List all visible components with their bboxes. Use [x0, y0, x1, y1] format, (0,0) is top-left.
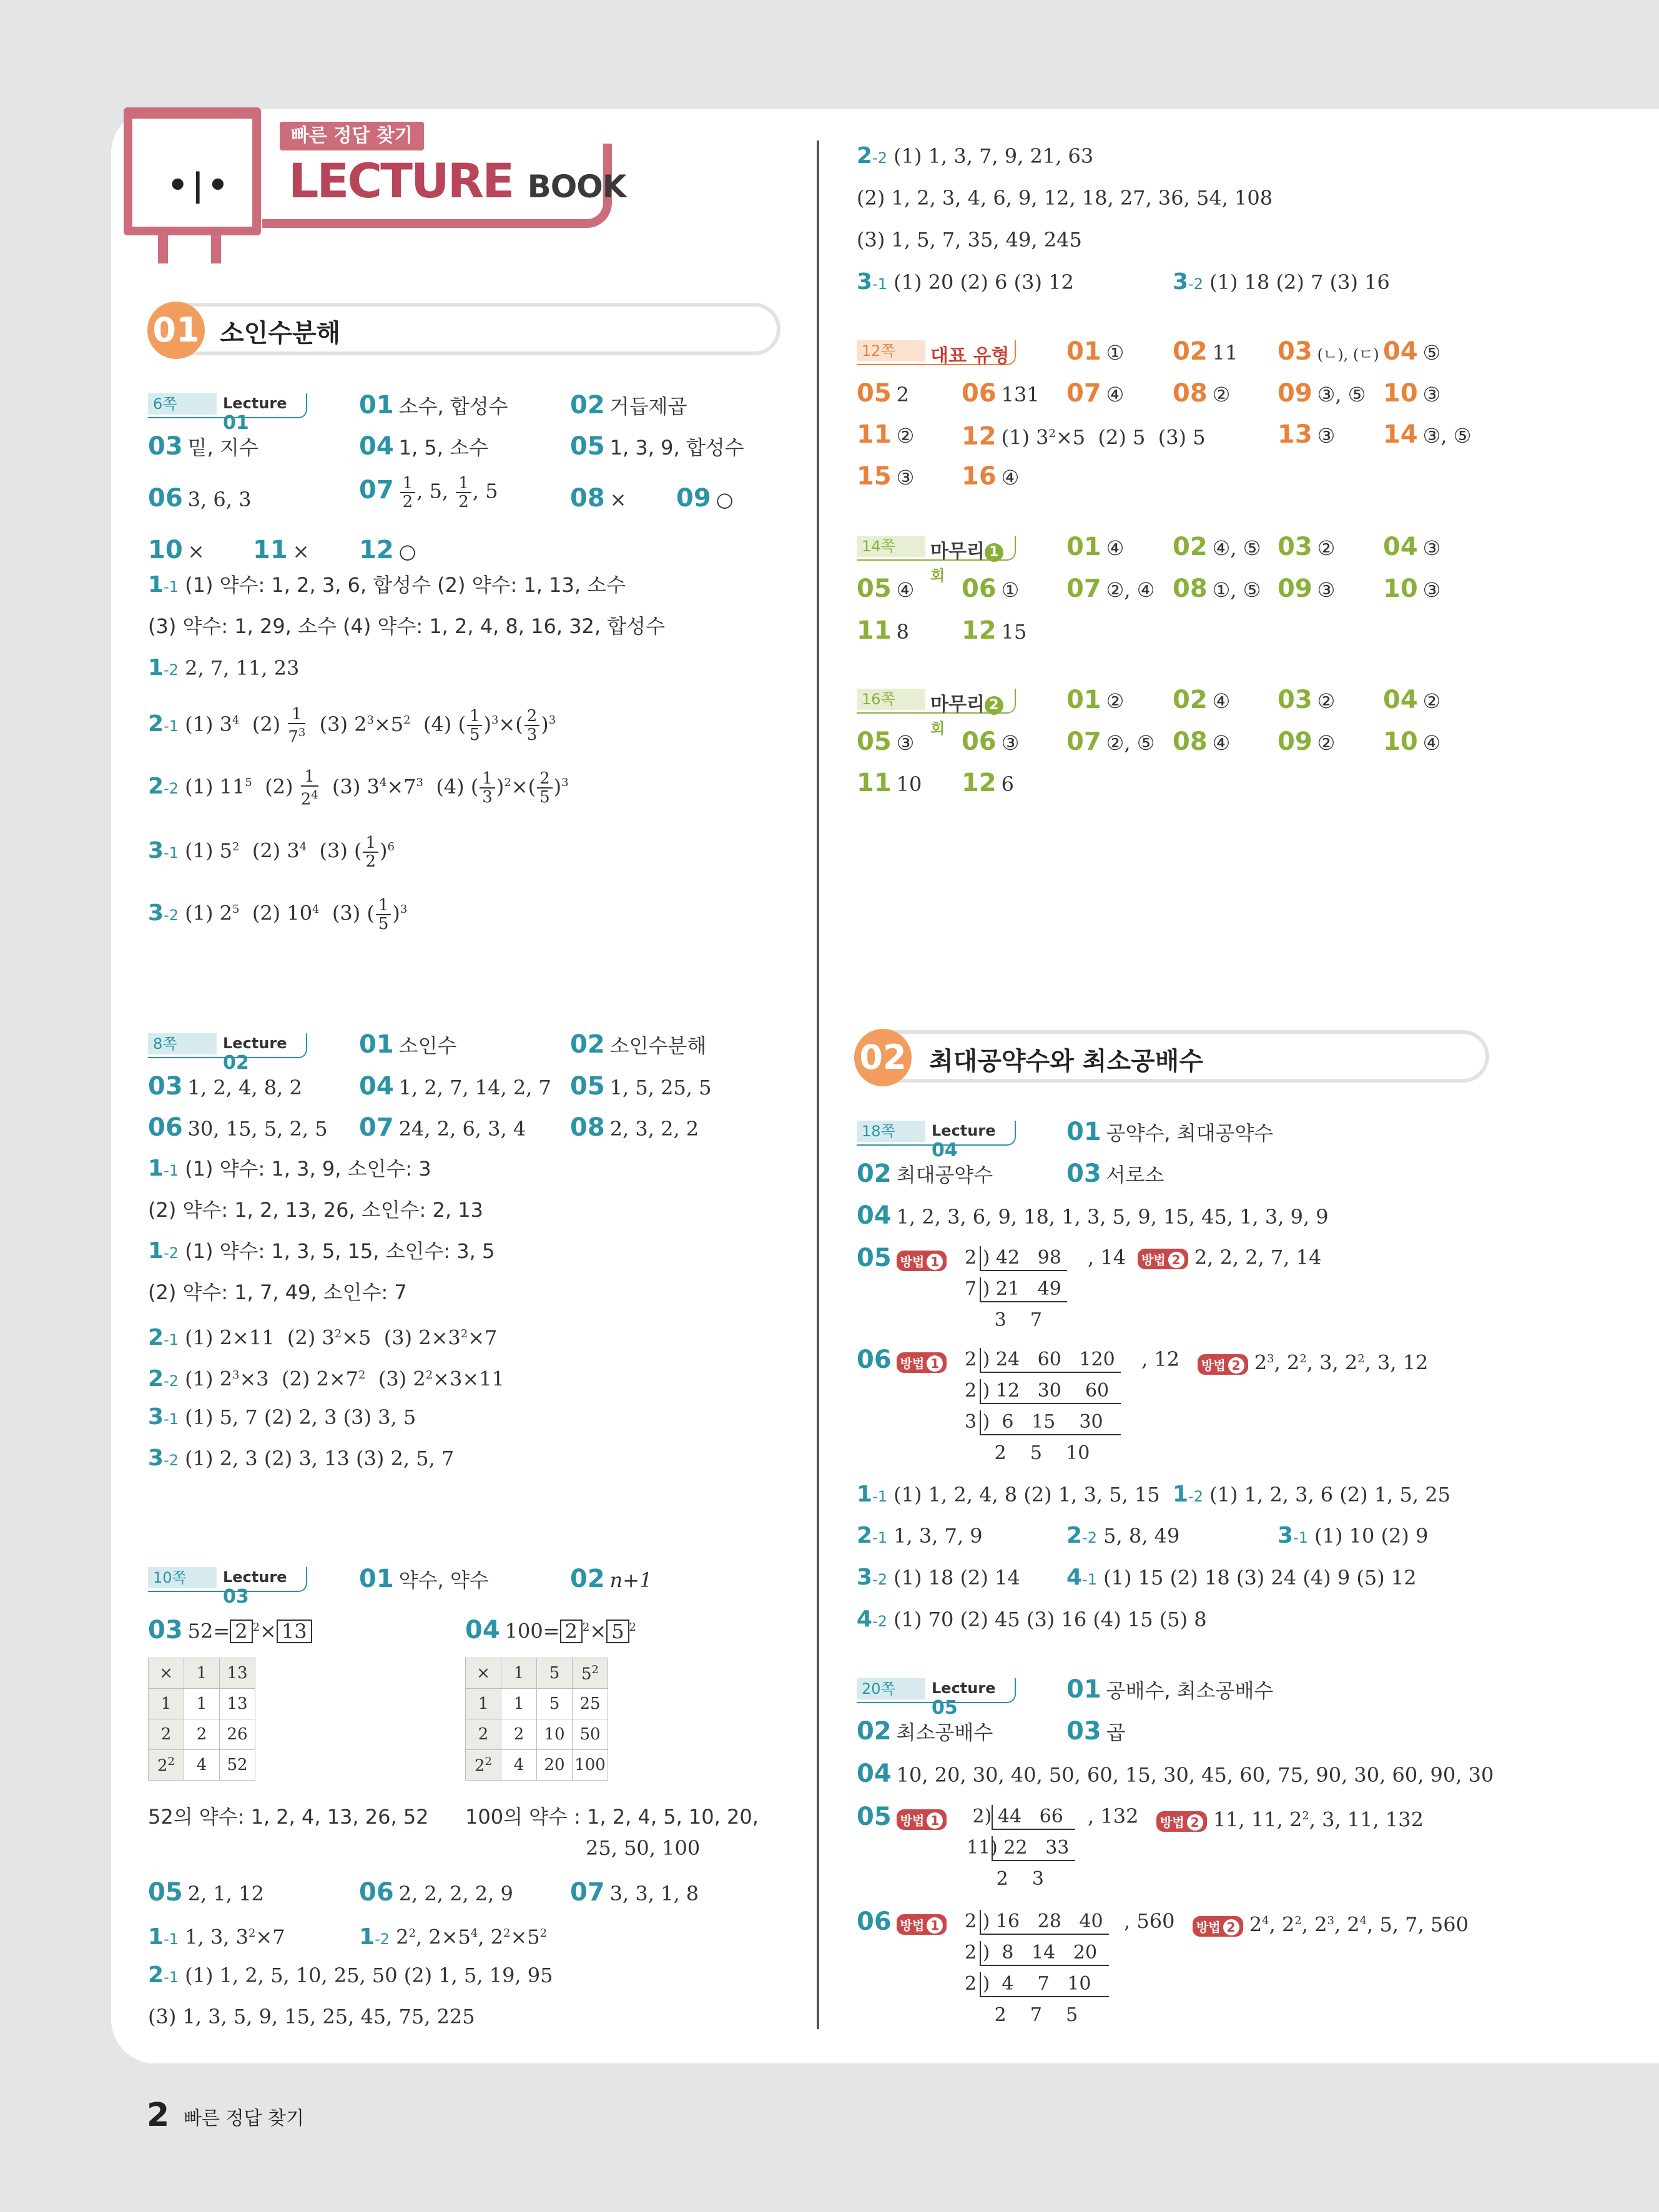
answer-row: 1-2 (1) 약수: 1, 3, 5, 15, 소인수: 3, 5: [148, 1238, 495, 1264]
question-number: 05: [148, 1878, 183, 1907]
fraction: $\frac{1}{2}$: [400, 474, 416, 511]
answer-row: 07 24, 2, 6, 3, 4: [359, 1113, 526, 1142]
fraction: $\frac{1}{2}$: [363, 834, 378, 870]
answer-row: 06 3, 6, 3: [148, 484, 252, 513]
answer-row: 05 2: [857, 379, 910, 408]
question-number: 02: [857, 1159, 892, 1188]
answer-row: 05 ④: [857, 574, 915, 603]
question-number: 10: [1383, 727, 1418, 756]
question-number: 03: [148, 1615, 183, 1644]
fraction: $\frac{1}{2}$: [456, 474, 471, 511]
answer-row: 방법 2 $2^3$, $2^2$, 3, $2^2$, 3, 12: [1198, 1345, 1428, 1377]
answer-row: 1-2 $2^2$, $2\times 5^4$, $2^2\times 5^2$: [359, 1924, 548, 1950]
question-number: 04: [1383, 337, 1418, 366]
question-number: 07: [359, 1113, 394, 1142]
answer-row: 08 ×: [570, 484, 627, 513]
question-number: 07: [359, 475, 394, 504]
question-number: 15: [857, 462, 892, 491]
answer-row: 11 10: [857, 769, 922, 797]
answer-row: 2-1 1, 3, 7, 9: [857, 1523, 983, 1548]
answer-row: 52의 약수: 1, 2, 4, 13, 26, 52: [148, 1805, 429, 1829]
answer-row: 3-2 (1) 2, 3 (2) 3, 13 (3) 2, 5, 7: [148, 1445, 455, 1471]
question-number: 06: [857, 1345, 892, 1374]
answer-row: 02 n+1: [570, 1565, 652, 1593]
answer-row: 04 1, 5, 소수: [359, 432, 488, 461]
answer-row: 12 6: [962, 769, 1015, 797]
lecture-tag-04: 18쪽 Lecture 04: [857, 1121, 1016, 1146]
sub-question-number: 1-2: [148, 655, 179, 681]
answer-row: 4-1 (1) 15 (2) 18 (3) 24 (4) 9 (5) 12: [1066, 1565, 1417, 1590]
question-number: 14: [1383, 420, 1418, 449]
question-number: 04: [1383, 533, 1418, 561]
review-tag-2: 16쪽 마무리 2회: [857, 689, 1016, 714]
question-number: 06: [148, 484, 183, 513]
question-number: 07: [1066, 727, 1101, 756]
answer-row: 02 최대공약수: [857, 1159, 993, 1188]
question-number: 05: [857, 379, 892, 408]
answer-row: 03 ②: [1277, 533, 1336, 561]
sub-question-number: 3-2: [148, 1445, 179, 1471]
answer-row: 06 131: [962, 379, 1040, 408]
answer-row: 03 서로소: [1066, 1159, 1164, 1188]
answer-row: 02 ④: [1173, 686, 1231, 714]
answer-row: 3-2 (1) $2^5$ (2) $10^4$ (3) ( $\frac{1}{5}$ )$^3$: [148, 896, 408, 934]
answer-row: 06 ①: [962, 574, 1020, 603]
lecture-tag-01: 6쪽 Lecture 01: [148, 393, 307, 418]
sub-question-number: 4-2: [857, 1606, 887, 1632]
answer-row: 04 10, 20, 30, 40, 50, 60, 15, 30, 45, 60, 75, 90, 30, 60, 90, 30: [857, 1759, 1494, 1788]
answer-row: 3-1 (1) $5^2$ (2) $3^4$ (3) ( $\frac{1}{2}$ )$^6$: [148, 833, 395, 872]
answer-row: 방법 2 11, 11, $2^2$, 3, 11, 132: [1156, 1802, 1424, 1834]
fraction: $\frac{1}{7^3}$: [288, 705, 306, 747]
question-number: 08: [1173, 574, 1208, 603]
answer-row: 2-2 5, 8, 49: [1066, 1523, 1180, 1548]
answer-row: 방법 2 2, 2, 2, 7, 14: [1138, 1244, 1321, 1271]
answer-row: 03 ②: [1277, 686, 1336, 714]
sub-question-number: 3-1: [1277, 1523, 1308, 1548]
answer-row: (2) 1, 2, 3, 4, 6, 9, 12, 18, 27, 36, 54, 108: [857, 186, 1273, 210]
sub-question-number: 1-1: [148, 1924, 179, 1950]
answer-row: 05 1, 3, 9, 합성수: [570, 432, 744, 461]
answer-row: 08 2, 3, 2, 2: [570, 1113, 699, 1142]
question-number: 03: [1066, 1159, 1101, 1188]
answer-row: 1-2 (1) 1, 2, 3, 6 (2) 1, 5, 25: [1173, 1482, 1450, 1507]
answer-row: 04 ③: [1383, 533, 1441, 561]
answer-row: 02 ④, ⑤: [1173, 533, 1261, 561]
section-title: 소인수분해: [220, 319, 341, 348]
question-number: 05: [857, 727, 892, 756]
question-number: 13: [1277, 420, 1312, 449]
footer-title: 빠른 정답 찾기: [184, 2108, 304, 2130]
answer-row: 1-2 2, 7, 11, 23: [148, 655, 300, 681]
fraction: $\frac{2}{5}$: [537, 770, 553, 806]
answer-box: 13: [277, 1620, 312, 1643]
answer-row: 01 ②: [1066, 686, 1125, 714]
answer-row: 12 15: [962, 616, 1027, 645]
answer-row: 01 ①: [1066, 337, 1125, 366]
sub-question-number: 2-2: [1066, 1523, 1097, 1548]
answer-row: 03 (ㄴ), (ㄷ): [1277, 337, 1379, 366]
question-number: 03: [1277, 337, 1312, 366]
question-number: 03: [148, 432, 183, 461]
question-number: 06: [359, 1878, 394, 1907]
answer-row: 1-1 1, 3, $3^2\times 7$: [148, 1924, 285, 1950]
method-badge: 방법 2: [1156, 1811, 1207, 1832]
method-badge: 방법 1: [897, 1809, 947, 1830]
question-number: 08: [570, 1113, 605, 1142]
sub-question-number: 4-1: [1066, 1565, 1097, 1590]
fraction: $\frac{2}{3}$: [524, 707, 540, 744]
question-number: 10: [148, 536, 183, 564]
divisor-table-100: × 1 5 $5^2$ 1 1 5 25 2 2 10 50 $2^2$ 4 20 100: [465, 1658, 608, 1781]
header-tag: 빠른 정답 찾기: [280, 122, 424, 150]
question-number: 01: [359, 1030, 394, 1059]
sub-question-number: 3-2: [1173, 269, 1203, 295]
answer-box: 2: [230, 1620, 252, 1643]
answer-row: 01 약수, 약수: [359, 1565, 489, 1593]
divisor-table-52: × 1 13 1 1 13 2 2 26 $2^2$ 4 52: [148, 1658, 255, 1781]
question-number: 11: [857, 420, 892, 449]
answer-row: 07 $\frac{1}{2}$ , 5, $\frac{1}{2}$ , 5: [359, 474, 498, 511]
question-number: 07: [1066, 574, 1101, 603]
answer-row: 11 ×: [253, 536, 310, 564]
answer-row: 12 (1) $3^2\times 5$ (2) 5 (3) 5: [962, 421, 1206, 451]
question-number: 08: [1173, 727, 1208, 756]
question-number: 08: [570, 484, 605, 513]
answer-row: (3) 1, 3, 5, 9, 15, 25, 45, 75, 225: [148, 2005, 475, 2028]
question-number: 09: [1277, 379, 1312, 408]
answer-row: 02 거듭제곱: [570, 391, 687, 420]
question-number: 07: [1066, 379, 1101, 408]
division-ladder-05-1: 2 ) 42 98 7 ) 21 49 3 7: [965, 1242, 1067, 1336]
question-number: 01: [1066, 337, 1101, 366]
answer-row: 10 ×: [148, 536, 205, 564]
answer-row: 03 52= 2 $^2$× 13: [148, 1614, 312, 1645]
answer-row: 10 ④: [1383, 727, 1441, 756]
question-number: 09: [1277, 727, 1312, 756]
answer-row: 04 1, 2, 3, 6, 9, 18, 1, 3, 5, 9, 15, 45, 1, 3, 9, 9: [857, 1201, 1329, 1230]
question-number: 04: [465, 1615, 500, 1644]
answer-row: 06 30, 15, 5, 2, 5: [148, 1113, 328, 1142]
answer-row: 04 1, 2, 7, 14, 2, 7: [359, 1072, 551, 1101]
question-number: 05: [570, 432, 605, 461]
answer-row: [857, 1244, 947, 1273]
answer-row: 04 ⑤: [1383, 337, 1441, 366]
sub-question-number: 1-2: [1173, 1482, 1203, 1507]
answer-row: 3-1 (1) 10 (2) 9: [1277, 1523, 1429, 1548]
question-number: 05: [857, 1802, 892, 1831]
answer-row: 08 ②: [1173, 379, 1231, 408]
answer-row: (2) 약수: 1, 2, 13, 26, 소인수: 2, 13: [148, 1198, 483, 1222]
answer-row: 11 ②: [857, 420, 915, 449]
answer-row: 10 ③: [1383, 574, 1441, 603]
question-number: 04: [359, 432, 394, 461]
answer-row: 3-2 (1) 18 (2) 7 (3) 16: [1173, 269, 1390, 295]
lecture-tag-02: 8쪽 Lecture 02: [148, 1033, 307, 1058]
answer-row: 3-1 (1) 5, 7 (2) 2, 3 (3) 3, 5: [148, 1404, 416, 1430]
method-badge: 방법 1: [897, 1251, 947, 1271]
answer-row: 16 ④: [962, 462, 1020, 491]
answer-box: 2: [560, 1620, 583, 1643]
question-number: 05: [857, 574, 892, 603]
sub-question-number: 2-1: [148, 1962, 179, 1988]
header-title: LECTURE BOOK: [288, 153, 626, 209]
section-number: 02: [854, 1029, 912, 1086]
question-number: 16: [962, 462, 997, 491]
sub-question-number: 2-1: [857, 1523, 887, 1548]
answer-row: 100의 약수 : 1, 2, 4, 5, 10, 20,: [465, 1805, 759, 1829]
answer-row: 4-2 (1) 70 (2) 45 (3) 16 (4) 15 (5) 8: [857, 1606, 1207, 1632]
answer-row: 04 100= 2 $^2$× 5 $^2$: [465, 1615, 636, 1644]
question-number: 07: [570, 1878, 605, 1907]
question-number: 08: [1173, 379, 1208, 408]
question-number: 04: [359, 1072, 394, 1101]
answer-row: 09 ③, ⑤: [1277, 379, 1366, 408]
answer-row: 07 ④: [1066, 379, 1125, 408]
question-number: 03: [1277, 533, 1312, 561]
answer-row: 07 3, 3, 1, 8: [570, 1878, 699, 1907]
review-tag-1: 14쪽 마무리 1회: [857, 536, 1016, 561]
sub-question-number: 2-2: [857, 143, 887, 169]
answer-row: 01 ④: [1066, 533, 1125, 561]
question-number: 12: [962, 616, 997, 645]
question-number: 06: [962, 727, 997, 756]
answer-row: 09 ②: [1277, 727, 1336, 756]
question-number: 01: [359, 391, 394, 420]
method-badge: 방법 2: [1193, 1916, 1243, 1937]
answer-row: 12 ○: [359, 536, 416, 564]
answer-row: 03 1, 2, 4, 8, 2: [148, 1072, 302, 1101]
answer-row: 1-1 (1) 1, 2, 4, 8 (2) 1, 3, 5, 15: [857, 1482, 1160, 1507]
answer-row: 05 2, 1, 12: [148, 1878, 264, 1907]
question-number: 12: [962, 421, 997, 451]
answer-row: 1-1 (1) 약수: 1, 2, 3, 6, 합성수 (2) 약수: 1, 13, 소수: [148, 572, 626, 597]
answer-row: 방법 2 $2^4$, $2^2$, $2^3$, $2^4$, 5, 7, 560: [1193, 1907, 1469, 1939]
sub-question-number: 1-1: [148, 1156, 179, 1181]
question-number: 01: [1066, 533, 1101, 561]
sub-question-number: 3-2: [857, 1565, 887, 1590]
question-number: 02: [570, 391, 605, 420]
answer-row: 05 ③: [857, 727, 915, 756]
fraction: $\frac{1}{5}$: [376, 897, 391, 933]
sub-question-number: 1-1: [148, 572, 179, 597]
sub-question-number: 2-1: [148, 1324, 179, 1350]
section-title: 최대공약수와 최소공배수: [929, 1047, 1203, 1076]
sub-question-number: 1-1: [857, 1482, 887, 1507]
question-number: 02: [1173, 686, 1208, 714]
answer-box: 5: [606, 1620, 629, 1643]
answer-row: 2-1 (1) $3^4$ (2) $\frac{1}{7^3}$ (3) $2^3\times 5^2$ (4) ( $\frac{1}{5}$ )$^3$×( $\frac{2}{3}$ )$^3$: [148, 705, 556, 747]
answer-row: 3-1 (1) 20 (2) 6 (3) 12: [857, 269, 1074, 295]
book-mascot-logo: [124, 107, 270, 257]
answer-row: , 132: [1088, 1804, 1139, 1828]
answer-row: 2-2 (1) 1, 3, 7, 9, 21, 63: [857, 143, 1094, 169]
fraction: $\frac{1}{5}$: [467, 707, 483, 744]
answer-row: [857, 1907, 947, 1937]
question-number: 04: [857, 1201, 892, 1230]
sub-question-number: 2-1: [148, 710, 179, 737]
answer-row: 02 최소공배수: [857, 1717, 993, 1746]
method-badge: 방법 2: [1198, 1354, 1248, 1375]
mascot-face: •|•: [167, 167, 232, 204]
answer-row: 2-1 (1) 2×11 (2) $3^2\times 5$ (3) $2\times 3^2\times 7$: [148, 1324, 498, 1350]
question-number: 09: [1277, 574, 1312, 603]
page-number: 2: [147, 2096, 170, 2134]
answer-row: 03 밑, 지수: [148, 432, 258, 461]
answer-row: , 12: [1141, 1347, 1180, 1371]
sub-question-number: 3-2: [148, 900, 179, 926]
division-ladder-06-1: 2 ) 24 60 120 2 ) 12 30 60 3 ) 6 15 30 2 5 10: [965, 1344, 1121, 1469]
division-ladder-l5-05: 2) 44 66 11) 22 33 2 3: [967, 1801, 1075, 1895]
question-number: 05: [857, 1244, 892, 1272]
question-number: 09: [676, 484, 711, 513]
answer-row: 13 ③: [1277, 420, 1336, 449]
answer-row: 01 소인수: [359, 1030, 457, 1059]
sub-question-number: 3-1: [148, 1404, 179, 1430]
sub-question-number: 2-2: [148, 773, 179, 799]
answer-row: (3) 1, 5, 7, 35, 49, 245: [857, 228, 1082, 252]
question-number: 11: [253, 536, 288, 564]
answer-row: 03 곱: [1066, 1717, 1126, 1746]
answer-row: 2-2 (1) $2^3\times 3$ (2) $2\times 7^2$ (3) $2^2\times 3\times 11$: [148, 1365, 505, 1392]
question-number: 11: [857, 769, 892, 797]
question-number: 11: [857, 616, 892, 645]
answer-row: 02 11: [1173, 337, 1238, 366]
answer-row: 11 8: [857, 616, 910, 645]
answer-row: 2-2 (1) $11^5$ (2) $\frac{1}{2^4}$ (3) $3^4\times 7^3$ (4) ( $\frac{1}{3}$ )$^2$×( $\frac{2}{5}$ )$^3$: [148, 767, 569, 809]
answer-row: 01 소수, 합성수: [359, 391, 508, 420]
question-number: 01: [1066, 1675, 1101, 1704]
question-number: 12: [962, 769, 997, 797]
question-number: 01: [1066, 686, 1101, 714]
question-number: 06: [148, 1113, 183, 1142]
question-number: 05: [570, 1072, 605, 1101]
method-badge: 방법 1: [897, 1914, 947, 1935]
answer-row: 2-1 (1) 1, 2, 5, 10, 25, 50 (2) 1, 5, 19, 95: [148, 1962, 553, 1988]
question-number: 06: [857, 1907, 892, 1936]
answer-row: 07 ②, ⑤: [1066, 727, 1155, 756]
answer-row: (3) 약수: 1, 29, 소수 (4) 약수: 1, 2, 4, 8, 16, 32, 합성수: [148, 614, 665, 638]
question-number: 04: [1383, 686, 1418, 714]
answer-row: 01 공약수, 최대공약수: [1066, 1118, 1274, 1146]
answer-row: 14 ③, ⑤: [1383, 420, 1472, 449]
answer-row: 04 ②: [1383, 686, 1441, 714]
answer-row: 02 소인수분해: [570, 1030, 707, 1059]
column-divider: [817, 140, 819, 2029]
lecture-tag-03: 10쪽 Lecture 03: [148, 1567, 307, 1592]
question-number: 02: [1173, 337, 1208, 366]
answer-row: 06 ③: [962, 727, 1020, 756]
question-number: 02: [1173, 533, 1208, 561]
answer-row: [857, 1345, 947, 1375]
question-number: 01: [359, 1565, 394, 1593]
fraction: $\frac{1}{3}$: [480, 770, 495, 806]
question-number: 02: [857, 1717, 892, 1746]
answer-row: 3-2 (1) 18 (2) 14: [857, 1565, 1020, 1590]
answer-row: 15 ③: [857, 462, 915, 491]
question-number: 03: [1277, 686, 1312, 714]
question-number: 03: [1066, 1717, 1101, 1746]
method-badge: 방법 1: [897, 1352, 947, 1373]
section-number: 01: [147, 302, 205, 359]
sub-question-number: 3-1: [148, 837, 179, 863]
question-number: 03: [148, 1072, 183, 1101]
answer-row: 08 ④: [1173, 727, 1231, 756]
answer-row: 07 ②, ④: [1066, 574, 1155, 603]
lecture-tag-05: 20쪽 Lecture 05: [857, 1678, 1016, 1703]
division-ladder-l5-06: 2 ) 16 28 40 2 ) 8 14 20 2 ) 4 7 10 2 7 5: [965, 1906, 1109, 2031]
sub-question-number: 3-1: [857, 269, 887, 295]
answer-row: 09 ○: [676, 484, 734, 513]
type-tag: 12쪽 대표 유형: [857, 340, 1016, 365]
question-number: 01: [1066, 1118, 1101, 1146]
answer-row: [857, 1802, 947, 1832]
sub-question-number: 1-2: [359, 1924, 390, 1950]
question-number: 12: [359, 536, 394, 564]
fraction: $\frac{1}{2^4}$: [300, 767, 318, 809]
answer-row: , 560: [1124, 1909, 1175, 1933]
answer-row: 01 공배수, 최소공배수: [1066, 1675, 1274, 1704]
answer-row: 25, 50, 100: [586, 1836, 701, 1860]
question-number: 04: [857, 1759, 892, 1788]
answer-row: 09 ③: [1277, 574, 1336, 603]
question-number: 10: [1383, 574, 1418, 603]
answer-row: 1-1 (1) 약수: 1, 3, 9, 소인수: 3: [148, 1156, 431, 1181]
question-number: 02: [570, 1565, 605, 1593]
question-number: 06: [962, 379, 997, 408]
question-number: 02: [570, 1030, 605, 1059]
sub-question-number: 2-2: [148, 1365, 179, 1392]
question-number: 10: [1383, 379, 1418, 408]
answer-row: 08 ①, ⑤: [1173, 574, 1261, 603]
question-number: 06: [962, 574, 997, 603]
answer-row: 05 1, 5, 25, 5: [570, 1072, 712, 1101]
method-badge: 방법 2: [1138, 1249, 1188, 1269]
sub-question-number: 1-2: [148, 1238, 179, 1264]
answer-row: , 14: [1088, 1246, 1126, 1269]
answer-row: (2) 약수: 1, 7, 49, 소인수: 7: [148, 1281, 407, 1304]
answer-row: 06 2, 2, 2, 2, 9: [359, 1878, 513, 1907]
answer-row: 10 ③: [1383, 379, 1441, 408]
